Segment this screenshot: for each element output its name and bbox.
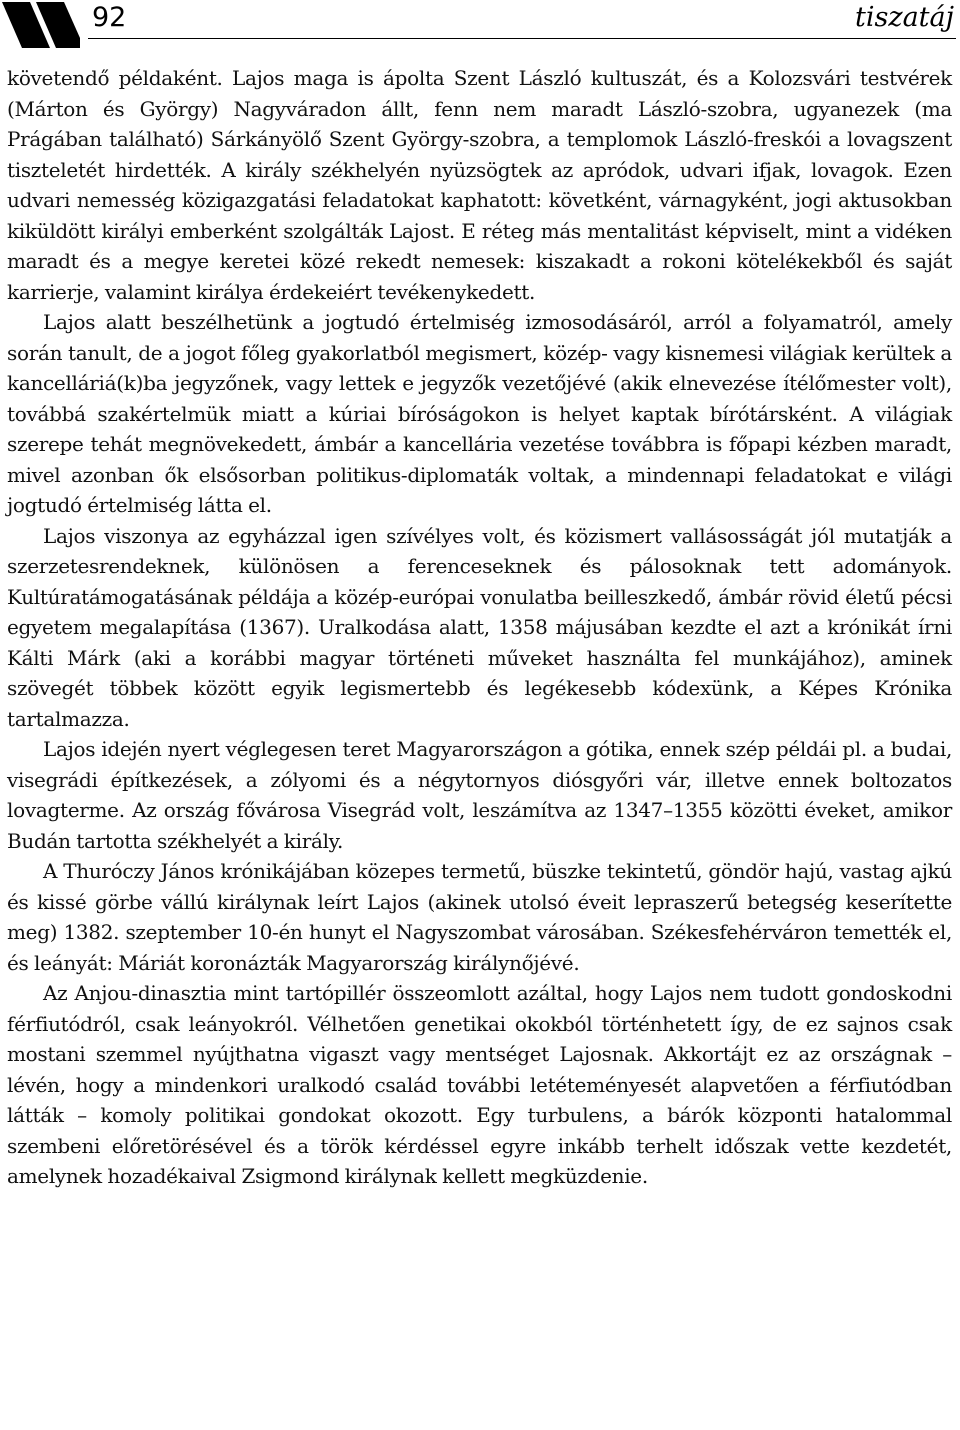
article-body <box>7 63 952 1192</box>
header-rule <box>88 38 956 39</box>
paragraph-2: Lajos alatt beszélhetünk a jogtudó értelmiség izmosodásáról, arról a folyamatról, amely során tanult, de a jogot főleg gyakorlatból megismert, közép- vagy kisnemesi világiak kerültek a kancelláriá(k)ba jegyzőnek, vagy lettek e jegyzők vezetőjévé (akik elnevezése ítélőmester volt), továbbá szakértelmük miatt a kúriai bíróságokon is helyet kaptak bírótársként. A világiak szerepe tehát megnövekedett, ámbár a kancellária vezetése továbbra is főpapi kézben maradt, mivel azonban ők elsősorban politikus-diplomaták voltak, a mindennapi feladatokat e világi jogtudó értelmiség látta el. <box>7 310 952 517</box>
paragraph-3: Lajos viszonya az egyházzal igen szívélyes volt, és közismert vallásosságát jól mutatják a szerzetesrendeknek, különösen a ferenceseknek és pálosoknak tett adományok. Kultúratámogatásának példája a közép-európai vonulatba beilleszkedő, ámbár rövid életű pécsi egyetem megalapítása (1367). Uralkodása alatt, 1358 májusában kezdte el azt a krónikát írni Kálti Márk (aki a korábbi magyar történeti műveket használta fel munkájához), aminek szövegét többek között egyik legismertebb és legékesebb kódexünk, a Képes Krónika tartalmazza. <box>7 523 952 731</box>
page-header <box>0 0 960 56</box>
paragraph-5: A Thuróczy János krónikájában közepes termetű, büszke tekintetű, göndör hajú, vastag ajkú és kissé görbe vállú királynak leírt Lajos (akinek utolsó éveit lepraszerű betegség keserítette meg) 1382. szeptember 10-én hunyt el Nagyszombat városában. Székesfehérváron temették el, és leányát: Máriát koronázták Magyarország királynőjévé. <box>7 859 952 975</box>
paragraph-1: követendő példaként. Lajos maga is ápolta Szent László kultuszát, és a Kolozsvári testvérek (Márton és György) Nagyváradon állt, fenn nem maradt László-szobra, ugyanezek (ma Prágában található) Sárkányölő Szent György-szobra, a templomok László-freskói a lovagszent tiszteletét hirdették. A király székhelyén nyüzsögtek az apródok, udvari ifjak, lovagok. Ezen udvari nemesség közigazgatási feladatokat kaphatott: követként, várnagyként, jogi aktusokban kiküldött királyi emberként szolgálták Lajost. E réteg más mentalitást képviselt, mint a vidéken maradt és a megye keretei közé rekedt nemesek: kiszakadt a rokoni kötelékekből és saját karrierje, valamint királya érdekeiért tevékenykedett. <box>7 66 952 304</box>
header-wedge-mark-icon <box>2 2 80 50</box>
paragraph-4: Lajos idején nyert véglegesen teret Magyarországon a gótika, ennek szép példái pl. a budai, visegrádi építkezések, a zólyomi és a négytornyos diósgyőri vár, illetve ennek boltozatos lovagterme. Az ország fővárosa Visegrád volt, leszámítva az 1347–1355 közötti éveket, amikor Budán tartotta székhelyét a király. <box>7 737 952 853</box>
paragraph-6: Az Anjou-dinasztia mint tartópillér összeomlott azáltal, hogy Lajos nem tudott gondoskodni férfiutódról, csak leányokról. Vélhetően genetikai okokból történhetett így, de ez sajnos csak mostani szemmel nyújthatna vigaszt vagy mentséget Lajosnak. Akkortájt ez az országnak – lévén, hogy a mindenkori uralkodó család további letéteményesét alapvetően a férfiutódban látták – komoly politikai gondokat okozott. Egy turbulens, a bárók központi hatalommal szembeni előretörésével és a török kérdéssel egyre inkább terhelt időszak vette kezdetét, amelynek hozadékaival Zsigmond királynak kellett megküzdenie. <box>7 981 952 1188</box>
page-number: 92 <box>92 2 127 33</box>
running-head-title: tiszatáj <box>855 2 954 33</box>
